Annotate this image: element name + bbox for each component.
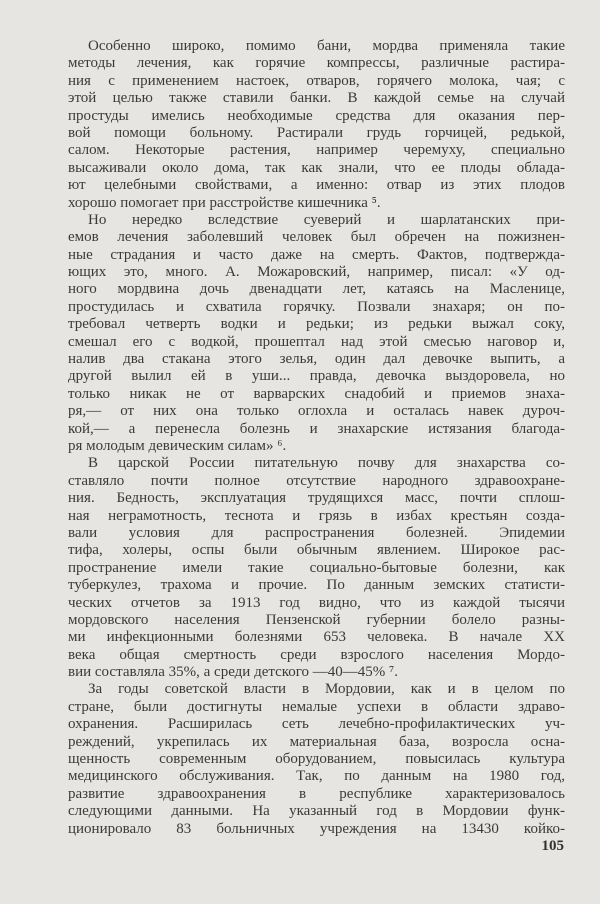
paragraph: [68, 38, 565, 212]
text-line: кой,— а перенесла болезнь и знахарские истязания благода-: [68, 420, 565, 437]
text-line: тифа, холеры, оспы были обычным явлением. Широкое рас-: [68, 542, 565, 559]
page-number: 105: [541, 838, 564, 854]
text-line: емов лечения заболевший человек был обречен на пожизнен-: [68, 229, 565, 246]
text-line: ставляло почти полное отсутствие народного здравоохране-: [68, 472, 565, 489]
text-line: ми инфекционными болезнями 653 человека. В начале XX: [68, 629, 565, 646]
text-line: ния. Бедность, эксплуатация трудящихся масс, почти сплош-: [68, 490, 565, 507]
text-line: туберкулез, трахома и прочие. По данным земских статисти-: [68, 577, 565, 594]
text-line: ционировало 83 больничных учреждения на 13430 койко-: [68, 820, 565, 837]
page-body-text: [68, 38, 565, 838]
text-line: высаживали около дома, так как знали, что ее плоды облада-: [68, 159, 565, 176]
text-line: простуды имелись необходимые средства для оказания пер-: [68, 107, 565, 124]
text-line: За годы советской власти в Мордовии, как и в целом по: [88, 681, 565, 698]
text-line: хорошо помогает при расстройстве кишечника ⁵.: [68, 194, 381, 211]
text-line: ная неграмотность, теснота и грязь в избах крестьян созда-: [68, 507, 565, 524]
text-line: реждений, укрепилась их материальная база, возросла осна-: [68, 733, 565, 750]
text-line: развитие здравоохранения в республике характеризовалось: [68, 785, 565, 802]
text-line: века общая смертность среди взрослого населения Мордо-: [68, 646, 565, 663]
text-line: требовал четверть водки и редьки; из редьки выжал соку,: [68, 316, 565, 333]
text-line: В царской России питательную почву для знахарства со-: [88, 455, 565, 472]
text-line: смешал его с водкой, прошептал над этой смесью наговор и,: [68, 333, 565, 350]
text-line: ния с применением настоек, отваров, горячего молока, чая; с: [68, 72, 565, 89]
text-line: вии составляла 35%, а среди детского —40—45% ⁷.: [68, 664, 399, 681]
text-line: ческих отчетов за 1913 год видно, что из каждой тысячи: [68, 594, 565, 611]
text-line: этой целью также ставили банки. В каждой семье на случай: [68, 90, 565, 107]
paragraph: [68, 681, 565, 838]
text-line: методы лечения, как горячие компрессы, различные растира-: [68, 55, 565, 72]
text-line: Но нередко вследствие суеверий и шарлатанских при-: [88, 211, 565, 228]
text-line: охранения. Расширилась сеть лечебно-профилактических уч-: [68, 716, 565, 733]
text-line: следующими данными. На указанный год в Мордовии функ-: [68, 803, 565, 820]
text-line: только никак не от варварских снадобий и приемов знаха-: [68, 385, 565, 402]
text-line: щенность современным оборудованием, повысилась культура: [68, 751, 565, 768]
text-line: ного мордвина дочь двенадцати лет, катаясь на Масленице,: [68, 281, 565, 298]
text-line: ря,— от них она только оглохла и осталась навек дуроч-: [68, 403, 565, 420]
text-line: мордовского населения Пензенской губернии болело разны-: [68, 611, 565, 628]
paragraph: [68, 455, 565, 681]
text-line: ющих это, много. А. Можаровский, например, писал: «У од-: [68, 264, 565, 281]
text-line: ря молодым девическим силам» ⁶.: [68, 437, 287, 454]
text-line: пространение имели такие социально-бытовые болезни, как: [68, 559, 565, 576]
text-line: ют целебными свойствами, а именно: отвар из этих плодов: [68, 177, 565, 194]
text-line: налив два стакана этого зелья, один дал девочке выпить, а: [68, 351, 565, 368]
text-line: стране, были достигнуты немалые успехи в области здраво-: [68, 698, 565, 715]
text-line: медицинского обслуживания. Так, по данным на 1980 год,: [68, 768, 565, 785]
paragraph: [68, 212, 565, 455]
text-line: ные страдания и часто даже на смерть. Фактов, подтвержда-: [68, 246, 565, 263]
text-line: салом. Некоторые растения, например черемуху, специально: [68, 142, 565, 159]
text-line: Особенно широко, помимо бани, мордва применяла такие: [88, 38, 565, 54]
text-line: вали условия для распространения болезней. Эпидемии: [68, 524, 565, 541]
text-line: вой помощи больному. Растирали грудь горчицей, редькой,: [68, 124, 565, 141]
text-line: другой вылил ей в уши... правда, девочка выздоровела, но: [68, 368, 565, 385]
text-line: простудилась и схватила горячку. Позвали знахаря; он по-: [68, 298, 565, 315]
